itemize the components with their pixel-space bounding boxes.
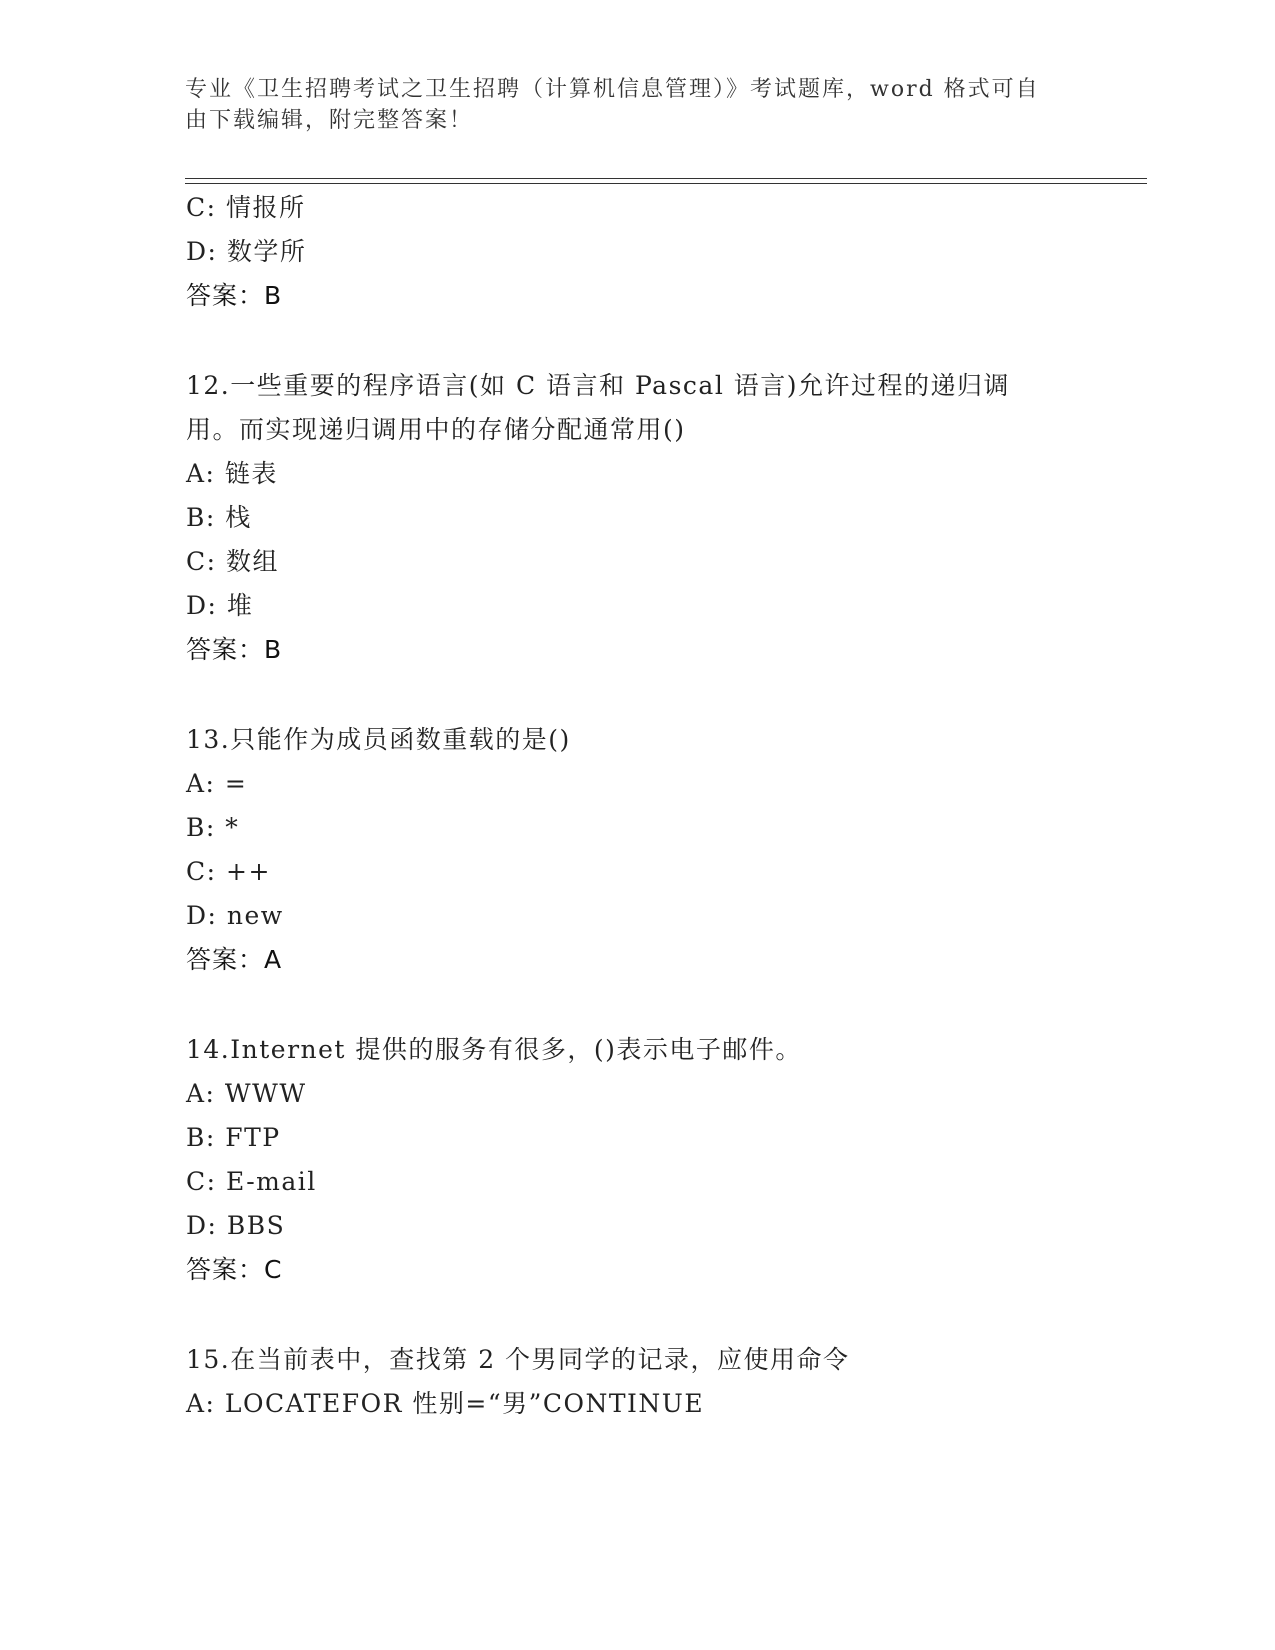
header-divider-bottom — [185, 183, 1147, 184]
q12-stem-line-1: 12.一些重要的程序语言(如 C 语言和 Pascal 语言)允许过程的递归调 — [186, 371, 1011, 400]
q15-option-a: A: LOCATEFOR 性别=“男”CONTINUE — [186, 1389, 705, 1418]
q13-answer: 答案：A — [186, 945, 283, 974]
q14-stem: 14.Internet 提供的服务有很多，()表示电子邮件。 — [186, 1035, 802, 1064]
q12-option-c: C: 数组 — [186, 547, 279, 576]
q12-option-b: B: 栈 — [186, 503, 252, 532]
q11-option-c: C: 情报所 — [186, 193, 306, 222]
q13-option-a: A: = — [186, 769, 248, 798]
q14-option-b: B: FTP — [186, 1123, 281, 1152]
document-header — [185, 74, 1065, 136]
q11-answer: 答案：B — [186, 281, 283, 310]
q12-stem-line-2: 用。而实现递归调用中的存储分配通常用() — [186, 415, 686, 444]
q11-option-d: D: 数学所 — [186, 237, 307, 266]
q12-option-d: D: 堆 — [186, 591, 254, 620]
q14-answer: 答案：C — [186, 1255, 283, 1284]
q15-stem: 15.在当前表中，查找第 2 个男同学的记录，应使用命令 — [186, 1345, 850, 1374]
header-divider-top — [185, 178, 1147, 179]
q14-option-d: D: BBS — [186, 1211, 286, 1240]
q13-stem: 13.只能作为成员函数重载的是() — [186, 725, 571, 754]
q14-option-a: A: WWW — [186, 1079, 307, 1108]
q13-option-b: B: * — [186, 813, 240, 842]
header-line-2: 由下载编辑，附完整答案！ — [185, 108, 474, 133]
q12-option-a: A: 链表 — [186, 459, 278, 488]
q12-answer: 答案：B — [186, 635, 283, 664]
q13-option-c: C: ++ — [186, 857, 271, 886]
q13-option-d: D: new — [186, 901, 284, 930]
header-line-1: 专业《卫生招聘考试之卫生招聘（计算机信息管理）》考试题库，word 格式可自 — [185, 77, 1040, 102]
q14-option-c: C: E-mail — [186, 1167, 317, 1196]
